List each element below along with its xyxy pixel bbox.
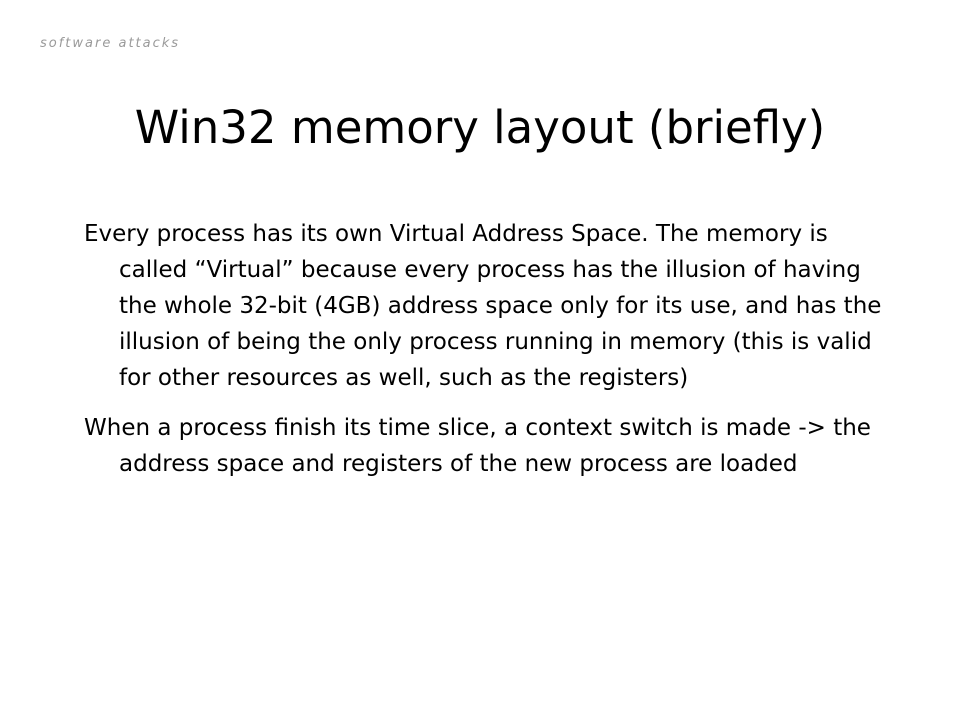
paragraph-virtual-address-space: Every process has its own Virtual Address Space. The memory is called “Virtual” because every process has the illusion of having the whole 32-bit (4GB) address space only for its use, and has the illusion of being the only process running in memory (this is valid for other resources as well, such as the registers): [84, 221, 882, 391]
slide-title: Win32 memory layout (briefly): [134, 101, 826, 154]
header-label: software attacks: [40, 36, 181, 51]
body-text: [84, 216, 884, 496]
paragraph-context-switch: When a process finish its time slice, a context switch is made -> the address space and registers of the new process are loaded: [84, 415, 871, 477]
